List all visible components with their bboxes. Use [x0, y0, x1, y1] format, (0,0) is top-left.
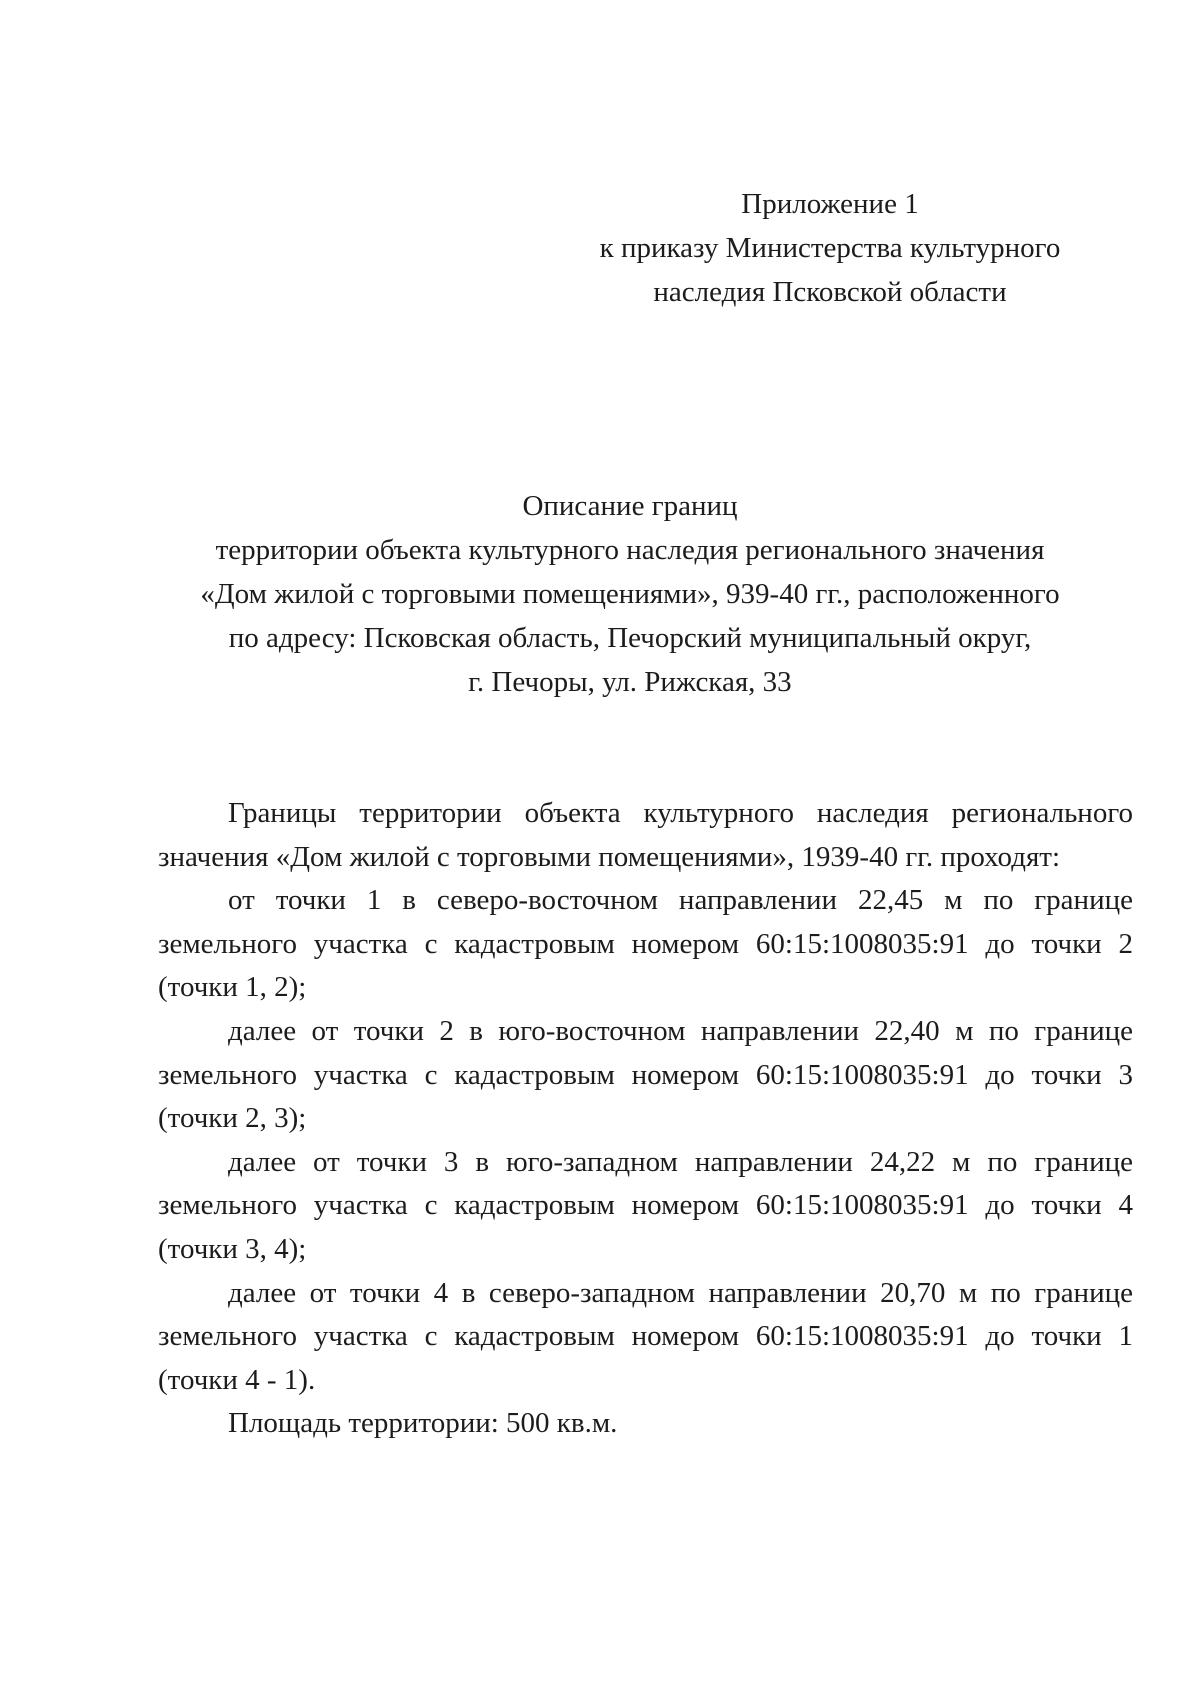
title-line-2: территории объекта культурного наследия регионального значения — [215, 534, 1045, 566]
title-line-5: г. Печоры, ул. Рижская, 33 — [468, 666, 792, 698]
boundary-segment-4: далее от точки 4 в северо-западном направлении 20,70 м по границе земельного участка с кадастровым номером 60:15:1008035:91 до точки 1 (точки 4 - 1). — [158, 1276, 1133, 1396]
intro-paragraph: Границы территории объекта культурного наследия регионального значения «Дом жилой с торговыми помещениями», 1939-40 гг. проходят: — [158, 797, 1133, 873]
appendix-header — [560, 182, 1100, 314]
territory-area: Площадь территории: 500 кв.м. — [228, 1407, 618, 1440]
boundary-segment-3: далее от точки 3 в юго-западном направлении 24,22 м по границе земельного участка с кадастровым номером 60:15:1008035:91 до точки 4 (точки 3, 4); — [158, 1145, 1133, 1265]
appendix-ministry: наследия Псковской области — [653, 276, 1007, 308]
boundary-segment-1: от точки 1 в северо-восточном направлении 22,45 м по границе земельного участка с кадастровым номером 60:15:1008035:91 до точки 2 (точки 1, 2); — [158, 884, 1133, 1004]
appendix-order-reference: к приказу Министерства культурного — [599, 232, 1061, 264]
boundary-segment-2: далее от точки 2 в юго-восточном направлении 22,40 м по границе земельного участка с кадастровым номером 60:15:1008035:91 до точки 3 (точки 2, 3); — [158, 1014, 1133, 1135]
appendix-number: Приложение 1 — [741, 188, 919, 220]
title-line-1: Описание границ — [522, 490, 738, 522]
boundary-description — [158, 792, 1133, 1446]
title-line-4: по адресу: Псковская область, Печорский муниципальный округ, — [228, 622, 1032, 654]
title-line-3: «Дом жилой с торговыми помещениями», 939-40 гг., расположенного — [200, 578, 1060, 610]
document-title — [150, 484, 1110, 704]
